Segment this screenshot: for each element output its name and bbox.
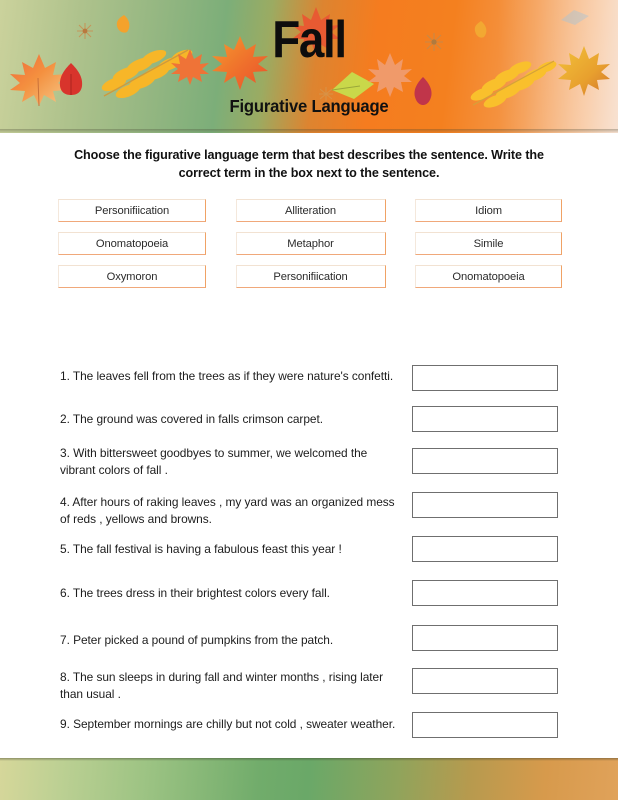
word-bank-term[interactable]: Onomatopoeia [58, 232, 206, 255]
word-bank-term[interactable]: Alliteration [236, 199, 386, 222]
header-bottom-shadow [0, 129, 618, 133]
question-text: 5. The fall festival is having a fabulous feast this year ! [60, 542, 342, 556]
question-text: 1. The leaves fell from the trees as if they were nature's confetti. [60, 369, 394, 383]
answer-box[interactable] [412, 668, 558, 694]
word-bank-term[interactable]: Metaphor [236, 232, 386, 255]
answer-box[interactable] [412, 536, 558, 562]
question-text: 8. The sun sleeps in during fall and winter months , rising later than usual . [60, 670, 384, 701]
word-bank-row [58, 265, 562, 288]
answer-box[interactable] [412, 625, 558, 651]
answer-box[interactable] [412, 580, 558, 606]
footer-top-shadow [0, 758, 618, 761]
oak-leaf-icon [58, 62, 84, 96]
question-text: 3. With bittersweet goodbyes to summer, we welcomed the vibrant colors of fall . [60, 446, 368, 477]
instructions-line-1: Choose the figurative language term that best describes the sentence. Write the [74, 148, 544, 162]
page-header [0, 0, 618, 133]
word-bank-term[interactable]: Personifiication [236, 265, 386, 288]
page-footer [0, 758, 618, 800]
page-title: Fall [272, 11, 346, 69]
word-bank-term[interactable]: Idiom [415, 199, 562, 222]
page-subtitle: Figurative Language [229, 96, 389, 116]
answer-box[interactable] [412, 492, 558, 518]
answer-box[interactable] [412, 712, 558, 738]
word-bank-term[interactable]: Personifiication [58, 199, 206, 222]
word-bank [58, 199, 562, 298]
word-bank-term[interactable]: Simile [415, 232, 562, 255]
answer-box[interactable] [412, 448, 558, 474]
question-text: 4. After hours of raking leaves , my yard was an organized mess of reds , yellows and browns. [60, 495, 395, 526]
instructions-line-2: correct term in the box next to the sentence. [178, 166, 440, 181]
word-bank-term[interactable]: Oxymoron [58, 265, 206, 288]
word-bank-row [58, 199, 562, 222]
word-bank-row [58, 232, 562, 255]
question-text: 9. September mornings are chilly but not cold , sweater weather. [60, 717, 396, 731]
answer-box[interactable] [412, 406, 558, 432]
question-text: 2. The ground was covered in falls crimson carpet. [60, 412, 323, 426]
word-bank-term[interactable]: Onomatopoeia [415, 265, 562, 288]
question-text: 7. Peter picked a pound of pumpkins from the patch. [60, 633, 334, 647]
instructions [54, 146, 564, 183]
answer-box[interactable] [412, 365, 558, 391]
question-text: 6. The trees dress in their brightest colors every fall. [60, 586, 330, 600]
